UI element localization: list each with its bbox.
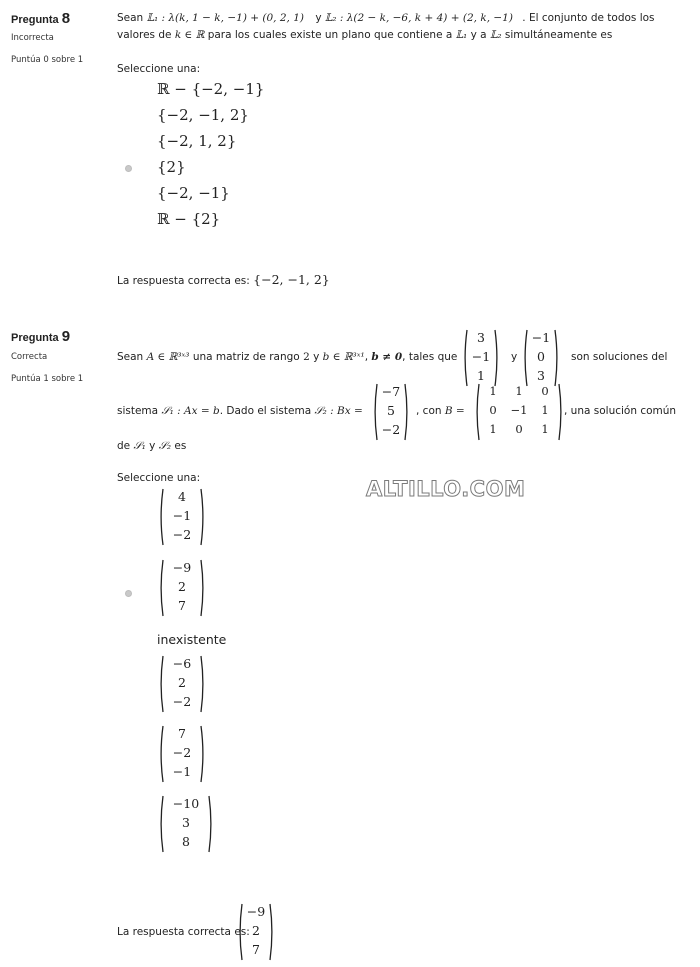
q9-option-e[interactable] [158,725,206,783]
vector-entry: −1 [172,764,192,779]
text-y-a: y a [470,29,487,41]
rank-value: 2 [303,351,310,363]
symbol-l1: 𝕃₁ [455,29,468,41]
text-valores: valores de [117,29,172,41]
a-in-r3x3: A ∈ ℝ³ˣ³ [146,351,190,363]
symbol-s2: 𝒮₂ [158,440,172,452]
vector-entry: 3 [537,368,545,383]
q9-line3-text [117,440,186,453]
vector-entry: 2 [178,579,186,594]
word-sean: Sean [117,12,144,24]
q8-option-2[interactable]: {−2, −1, 2} [157,106,249,124]
statement-end: . El conjunto de todos los [522,12,655,24]
right-paren [494,329,500,387]
q9-option-c[interactable]: inexistente [157,632,227,647]
matrix-entry: 0 [515,422,523,436]
q9-radio-selected[interactable] [125,590,132,597]
vector-entry: −1 [172,508,192,523]
question-8-statement-line2 [117,29,612,41]
symbol-l2: 𝕃₂ [489,29,502,41]
word-de: de [117,440,131,452]
q8-option-4[interactable]: {2} [157,158,186,176]
text-tales-que: , tales que [402,351,458,363]
q8-option-3[interactable]: {−2, 1, 2} [157,132,237,150]
text-matriz-rango: una matriz de rango [192,351,300,363]
text-simultaneamente: simultáneamente es [504,29,613,41]
line-l1-definition: 𝕃₁ : λ(k, 1 − k, −1) + (0, 2, 1) [146,12,304,24]
vector-entry: 3 [182,815,190,830]
vector-entry: −9 [172,560,192,575]
q8-option-5[interactable]: {−2, −1} [157,184,230,202]
right-paren [200,559,206,617]
q9-correct-prefix: La respuesta correcta es: [117,926,250,938]
right-paren [200,725,206,783]
question-8-status: Incorrecta [11,33,54,43]
matrix-entry: 0 [541,384,549,398]
question-label-text: Pregunta [11,332,59,344]
word-y: y [511,351,518,363]
right-paren [200,655,206,713]
vector-solution-1 [462,329,500,387]
question-9-label [11,328,70,345]
b-equals: B = [444,405,465,417]
question-8-statement-line1 [117,12,655,24]
text-para: para los cuales existe un plano que contiene a [207,29,453,41]
question-8-score: Puntúa 0 sobre 1 [11,55,84,65]
vector-entry: −7 [381,384,401,399]
word-y: y [315,12,322,24]
comma: , [364,351,369,363]
b-in-r3x1: b ∈ ℝ³ˣ¹ [322,351,365,363]
right-paren [404,383,410,441]
vector-entry: −9 [246,904,266,919]
question-label-text: Pregunta [11,14,59,26]
vector-entry: 7 [252,942,260,957]
correct-value: {−2, −1, 2} [253,272,330,287]
vector-rhs [372,383,410,441]
q9-line2-text [117,405,363,418]
vector-entry: 3 [477,330,485,345]
matrix-entry: 1 [515,384,523,398]
vector-entry: −1 [531,330,551,345]
vector-entry: −10 [172,796,200,811]
vector-entry: −1 [471,349,491,364]
vector-entry: −6 [172,656,192,671]
b-not-zero: b ≠ 0 [371,351,403,363]
vector-entry: 5 [387,403,395,418]
right-paren [200,488,206,546]
select-one-label: Seleccione una: [117,472,201,484]
right-paren [269,903,275,961]
vector-entry: 0 [537,349,545,364]
system-s1-definition: 𝒮₁ : Ax = b [161,405,220,417]
text-son-soluciones: son soluciones del [571,351,668,363]
word-y: y [313,351,320,363]
text-una-solucion: , una solución común [564,405,677,417]
q9-option-a[interactable] [158,488,206,546]
k-in-r: k ∈ ℝ [174,29,205,41]
q9-correct-vector [237,903,275,961]
correct-prefix: La respuesta correcta es: [117,275,250,287]
right-paren [554,329,560,387]
question-8-label [11,10,70,27]
line-l2-definition: 𝕃₂ : λ(2 − k, −6, k + 4) + (2, k, −1) [324,12,513,24]
vector-entry: 7 [178,598,186,613]
q9-con-b [416,405,465,417]
vector-entry: −2 [172,745,192,760]
vector-entry: 7 [178,726,186,741]
vector-entry: −2 [172,694,192,709]
vector-entry: 2 [178,675,186,690]
q9-option-d[interactable] [158,655,206,713]
question-9-score: Puntúa 1 sobre 1 [11,374,84,384]
vector-entry: 8 [182,834,190,849]
matrix-entry: 0 [489,403,497,417]
vector-entry: −2 [381,422,401,437]
system-s2-definition: 𝒮₂ : Bx = [314,405,363,417]
matrix-entry: 1 [541,403,549,417]
word-y: y [149,440,156,452]
word-es: es [174,440,187,452]
q8-correct-answer [117,272,330,287]
q9-option-f[interactable] [158,795,214,853]
matrix-entry: 1 [489,422,497,436]
word-sistema: sistema [117,405,159,417]
vector-solution-2 [522,329,560,387]
q8-radio-selected[interactable] [125,165,132,172]
symbol-s1: 𝒮₁ [133,440,146,452]
q8-option-1[interactable]: ℝ − {−2, −1} [157,80,265,98]
text-dado-el-sistema: . Dado el sistema [219,405,312,417]
question-9-status: Correcta [11,352,48,362]
vector-entry: 2 [252,923,260,938]
select-one-label: Seleccione una: [117,63,201,75]
word-sean: Sean [117,351,144,363]
matrix-entry: 1 [541,422,549,436]
vector-entry: −2 [172,527,192,542]
q9-line1-text [117,351,457,363]
q8-option-6[interactable]: ℝ − {2} [157,210,221,228]
vector-entry: 4 [178,489,186,504]
q9-option-b[interactable] [158,559,206,617]
matrix-entry: −1 [510,403,528,417]
vector-entry: 1 [477,368,485,383]
question-number: 9 [61,328,71,345]
right-paren [208,795,214,853]
question-number: 8 [61,10,71,27]
matrix-b [474,383,564,441]
text-con: , con [416,405,442,417]
watermark-logo: ALTILLO.COM [366,477,526,501]
matrix-entry: 1 [489,384,497,398]
